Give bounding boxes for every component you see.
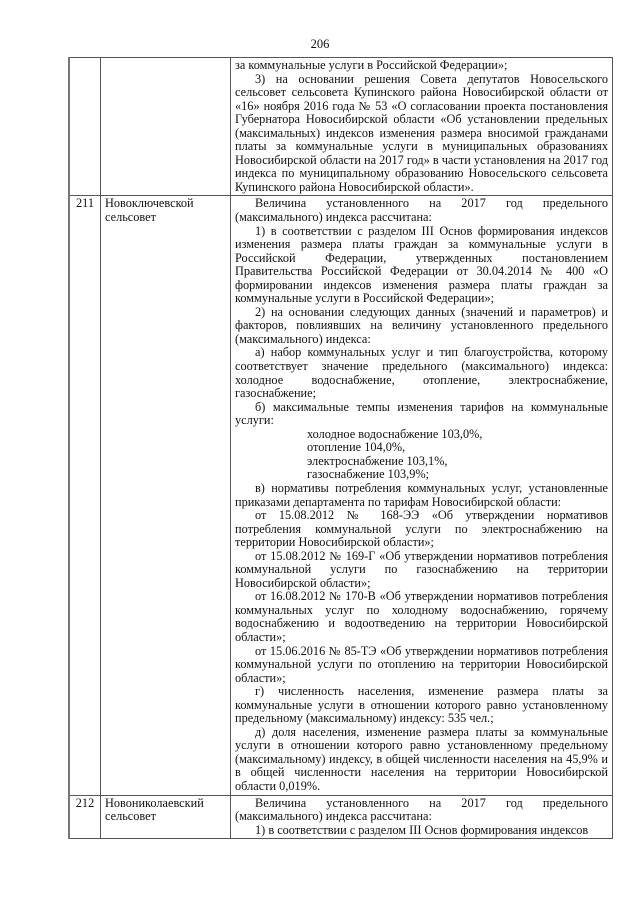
paragraph: отопление 104,0%, — [307, 440, 406, 455]
paragraph: электроснабжение 103,1%, — [307, 453, 448, 468]
table-row — [69, 196, 613, 795]
paragraph: в) нормативы потребления коммунальных услуг, установленные приказами департамента по тарифам Новосибирской области: — [235, 480, 608, 509]
paragraph: Величина установленного на 2017 год предельного (максимального) индекса рассчитана: — [235, 196, 608, 225]
paragraph: газоснабжение 103,9%; — [307, 467, 430, 482]
municipality-name — [101, 58, 231, 196]
paragraph: 1) в соответствии с разделом III Основ формирования индексов — [255, 822, 589, 837]
paragraph: б) максимальные темпы изменения тарифов на коммунальные услуги: — [235, 399, 608, 428]
municipality-name: Новониколаевский сельсовет — [101, 795, 231, 839]
table-row — [69, 58, 613, 196]
paragraph: 3) на основании решения Совета депутатов Новосельского сельсовет сельсовета Купинского района Новосибирской области от «16» ноября 2016 года № 53 «О согласовании проекта постановления Губернатора Новосибирской области «Об установлении предельных (максимальных) индексов изменения размера вносимой гражданами платы за коммунальные услуги в муниципальных образованиях Новосибирской области на 2017 год» в части установления на 2017 год индекса по муниципальному образованию Новосельского сельсовета Купинского района Новосибирской области». — [235, 71, 608, 194]
row-number: 212 — [69, 795, 101, 839]
index-description — [231, 58, 613, 196]
paragraph: холодное водоснабжение 103,0%, — [307, 426, 483, 441]
paragraph: за коммунальные услуги в Российской Федерации»; — [235, 58, 508, 72]
paragraph: от 16.08.2012 № 170-В «Об утверждении нормативов потребления коммунальных услуг по холодному водоснабжению, горячему водоснабжению и водоотведению на территории Новосибирской области»; — [235, 589, 608, 644]
municipality-name: Новоключевской сельсовет — [101, 196, 231, 795]
row-number: 211 — [69, 196, 101, 795]
paragraph: а) набор коммунальных услуг и тип благоустройства, которому соответствует значение предельного (максимального) индекса: холодное водоснабжение, отопление, электроснабжение, газоснабжение; — [235, 345, 608, 401]
index-table — [68, 57, 613, 839]
paragraph: 2) на основании следующих данных (значений и параметров) и факторов, повлиявших на величину установленного предельного (максимального) индекса: — [235, 304, 608, 346]
table-row — [69, 795, 613, 839]
paragraph: д) доля населения, изменение размера платы за коммунальные услуги в отношении которого равно установленному предельному (максимальному) индексу, в общей численности населения на 45,9% и в общей численности населения на территории Новосибирской области 0,019%. — [235, 724, 608, 793]
paragraph: Величина установленного на 2017 год предельного (максимального) индекса рассчитана: — [235, 795, 608, 824]
page-number: 206 — [310, 37, 330, 51]
paragraph: 1) в соответствии с разделом III Основ формирования индексов изменения размера платы граждан за коммунальные услуги в Российской Федерации, утвержденных постановлением Правительства Российской Федерации от 30.04.2014 № 400 «О формировании индексов изменения размера платы граждан за коммунальные услуги в Российской Федерации»; — [235, 223, 608, 306]
paragraph: от 15.06.2016 № 85-ТЭ «Об утверждении нормативов потребления коммунальной услуги по отоплению на территории Новосибирской области»; — [235, 643, 608, 685]
row-number — [69, 58, 101, 196]
paragraph: г) численность населения, изменение размера платы за коммунальные услуги в отношении которого равно установленному предельному (максимальному) индексу: 535 чел.; — [235, 684, 608, 726]
index-description — [231, 795, 613, 839]
index-description — [231, 196, 613, 795]
paragraph: от 15.08.2012 № 168-ЭЭ «Об утверждении нормативов потребления коммунальной услуги по электроснабжению на территории Новосибирской области»; — [235, 508, 608, 550]
paragraph: от 15.08.2012 № 169-Г «Об утверждении нормативов потребления коммунальной услуги по газоснабжению на территории Новосибирской области»; — [235, 548, 608, 590]
